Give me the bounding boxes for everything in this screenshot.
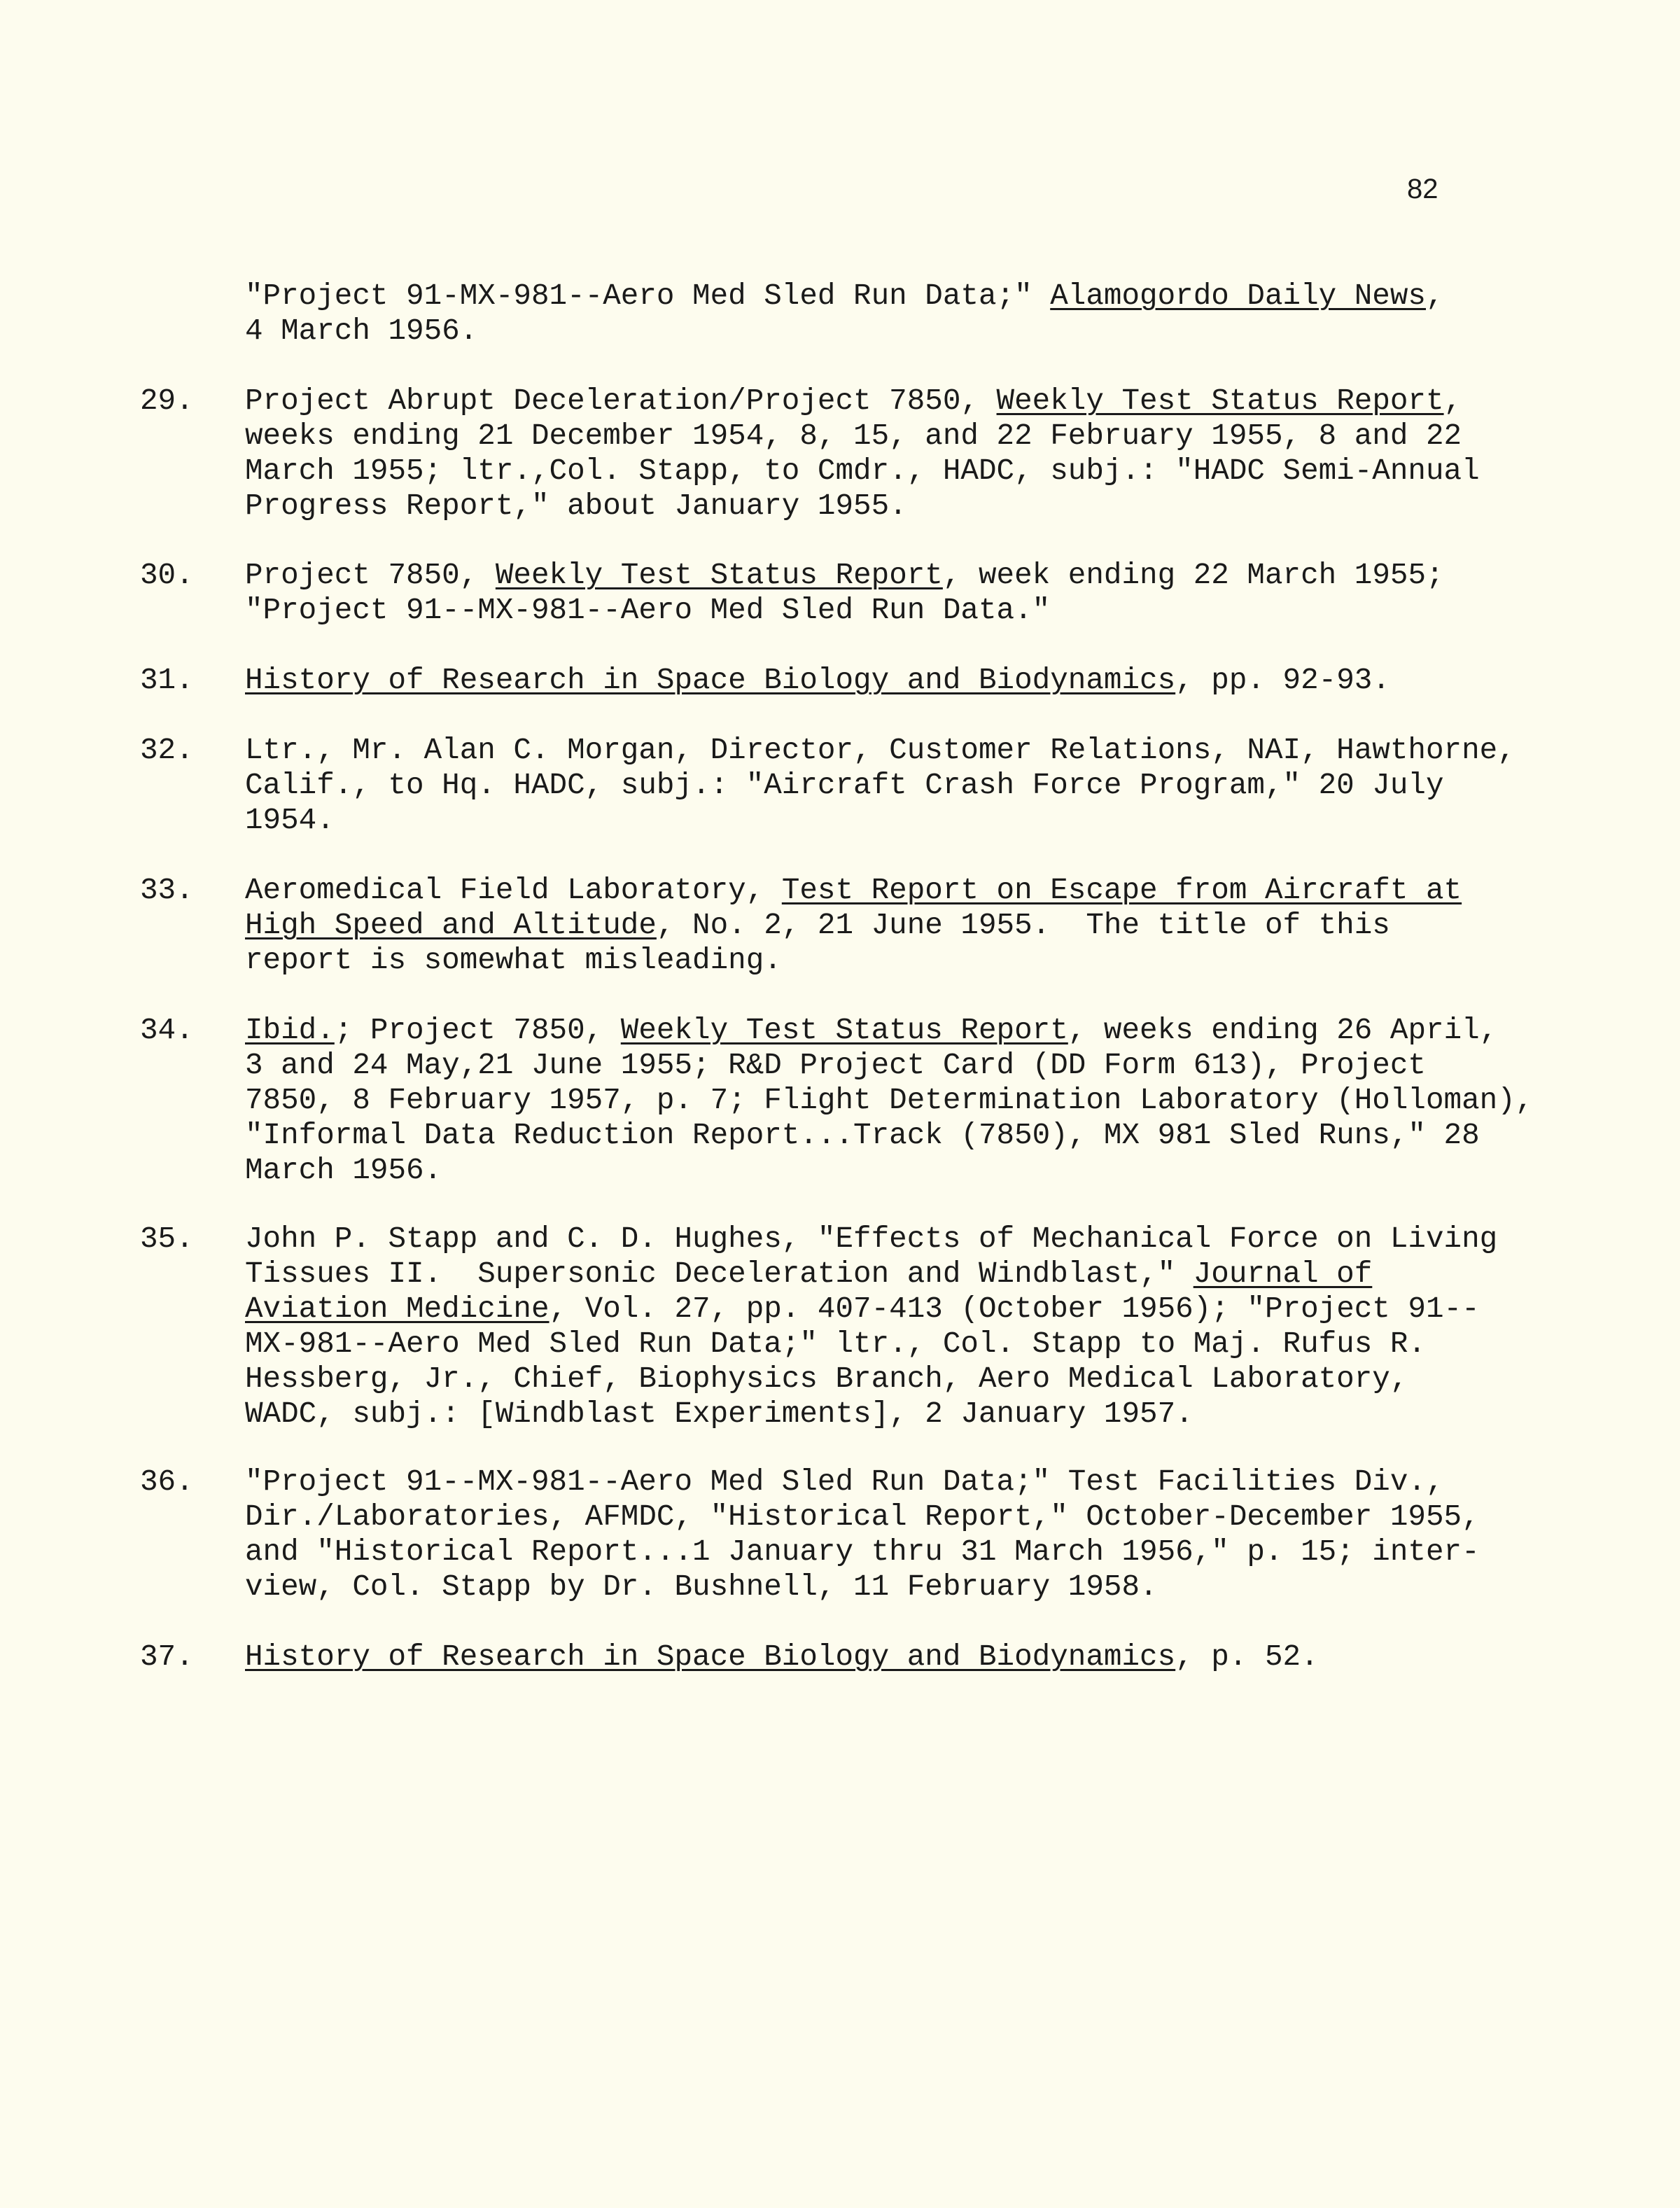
footnote-number: 31. [140,664,194,697]
text-line [245,873,1462,908]
footnote-33 [0,873,1680,985]
text-run: John P. Stapp and C. D. Hughes, "Effects of Mechanical Force on Living [245,1222,1498,1256]
text-run: , Vol. 27, pp. 407-413 (October 1956); "Project 91-- [549,1292,1480,1326]
underlined-title: Test Report on Escape from Aircraft at [781,874,1462,907]
underlined-title: History of Research in Space Biology and Biodynamics [245,1640,1176,1674]
text-run: , weeks ending 26 April, [1068,1014,1498,1047]
text-run: , No. 2, 21 June 1955. The title of this [656,909,1390,942]
text-line [245,908,1462,943]
footnote-text [245,873,1462,978]
text-run: Tissues II. Supersonic Deceleration and Windblast," [245,1257,1194,1291]
text-run: ; Project 7850, [334,1014,621,1047]
text-line [245,1083,1533,1118]
footnote-text [245,663,1390,698]
text-line [245,489,1480,524]
text-run: MX-981--Aero Med Sled Run Data;" ltr., Col. Stapp to Maj. Rufus R. [245,1327,1426,1361]
text-line [245,803,1516,838]
text-run: and "Historical Report...1 January thru 31 March 1956," p. 15; inter- [245,1535,1480,1569]
text-run: Calif., to Hq. HADC, subj.: "Aircraft Crash Force Program," 20 July [245,769,1444,802]
underlined-title: Journal of [1193,1257,1373,1291]
text-run: Dir./Laboratories, AFMDC, "Historical Report," October-December 1955, [245,1500,1480,1534]
text-line [245,1048,1533,1083]
text-line [245,1362,1497,1397]
text-line [245,1397,1497,1432]
text-line [245,733,1516,768]
text-run: 7850, 8 February 1957, p. 7; Flight Determination Laboratory (Holloman), [245,1084,1534,1117]
underlined-title: Alamogordo Daily News [1050,279,1426,313]
underlined-title: Weekly Test Status Report [620,1014,1068,1047]
text-line [245,279,1444,314]
text-line [245,1222,1497,1257]
text-line [245,558,1444,593]
footnote-text [245,384,1480,524]
text-line [245,1500,1480,1535]
text-run: view, Col. Stapp by Dr. Bushnell, 11 February 1958. [245,1570,1158,1604]
text-line [245,314,1444,349]
underlined-title: Ibid. [245,1014,335,1047]
text-line [245,943,1462,978]
underlined-title: Weekly Test Status Report [996,384,1444,418]
footnote-number: 34. [140,1014,194,1047]
text-run: "Informal Data Reduction Report...Track (7850), MX 981 Sled Runs," 28 [245,1119,1480,1152]
text-run: , [1426,279,1444,313]
footnote-text [245,1222,1497,1432]
text-run: 1954. [245,804,335,837]
underlined-title: Weekly Test Status Report [495,559,943,592]
footnote-36 [0,1465,1680,1604]
text-run: "Project 91--MX-981--Aero Med Sled Run Data;" Test Facilities Div., [245,1465,1444,1499]
text-line [245,768,1516,803]
footnote-number: 30. [140,559,194,592]
text-run: Ltr., Mr. Alan C. Morgan, Director, Customer Relations, NAI, Hawthorne, [245,734,1516,767]
footnote-text [245,1640,1319,1675]
text-run: WADC, subj.: [Windblast Experiments], 2 January 1957. [245,1397,1194,1431]
footnote-37 [0,1640,1680,1752]
footnote-number: 33. [140,874,194,907]
footnote-number: 36. [140,1465,194,1499]
text-run: "Project 91--MX-981--Aero Med Sled Run Data." [245,594,1051,627]
footnote-30 [0,558,1680,670]
text-run: Aeromedical Field Laboratory, [245,874,782,907]
text-line [245,663,1390,698]
text-line [245,1535,1480,1570]
text-run: March 1956. [245,1154,442,1187]
text-line [245,384,1480,419]
text-line [245,1013,1533,1048]
text-line [245,1153,1533,1188]
text-line [245,1570,1480,1605]
text-run: March 1955; ltr.,Col. Stapp, to Cmdr., HADC, subj.: "HADC Semi-Annual [245,454,1480,488]
footnote-32 [0,733,1680,845]
footnote-29 [0,384,1680,523]
footnote-number: 29. [140,384,194,418]
underlined-title: History of Research in Space Biology and Biodynamics [245,664,1176,697]
footnote-text [245,558,1444,628]
text-run: 4 March 1956. [245,314,478,348]
footnote-number: 37. [140,1640,194,1674]
text-run: , week ending 22 March 1955; [942,559,1444,592]
footnote-text [245,1465,1480,1605]
text-line [245,1257,1497,1292]
text-line [245,419,1480,454]
text-run: Project Abrupt Deceleration/Project 7850, [245,384,997,418]
footnote-text [245,733,1516,838]
text-run: weeks ending 21 December 1954, 8, 15, and 22 February 1955, 8 and 22 [245,419,1462,453]
footnote-35 [0,1222,1680,1431]
continued-note [245,279,1444,349]
text-run: Project 7850, [245,559,496,592]
text-run: 3 and 24 May,21 June 1955; R&D Project Card (DD Form 613), Project [245,1049,1426,1082]
page-number: 82 [1407,174,1438,204]
text-run: , p. 52. [1175,1640,1319,1674]
underlined-title: High Speed and Altitude [245,909,657,942]
text-run: "Project 91-MX-981--Aero Med Sled Run Data;" [245,279,1051,313]
text-line [245,1640,1319,1675]
text-line [245,454,1480,489]
text-line [245,593,1444,628]
text-run: report is somewhat misleading. [245,944,782,977]
text-run: Hessberg, Jr., Chief, Biophysics Branch, Aero Medical Laboratory, [245,1362,1408,1396]
footnote-number: 32. [140,734,194,767]
text-line [245,1327,1497,1362]
text-run: Progress Report," about January 1955. [245,489,907,523]
text-line [245,1292,1497,1327]
text-run: , [1443,384,1462,418]
text-line [245,1118,1533,1153]
footnote-text [245,1013,1533,1188]
text-run: , pp. 92-93. [1175,664,1390,697]
text-line [245,1465,1480,1500]
footnote-34 [0,1013,1680,1187]
footnote-number: 35. [140,1222,194,1256]
underlined-title: Aviation Medicine [245,1292,550,1326]
